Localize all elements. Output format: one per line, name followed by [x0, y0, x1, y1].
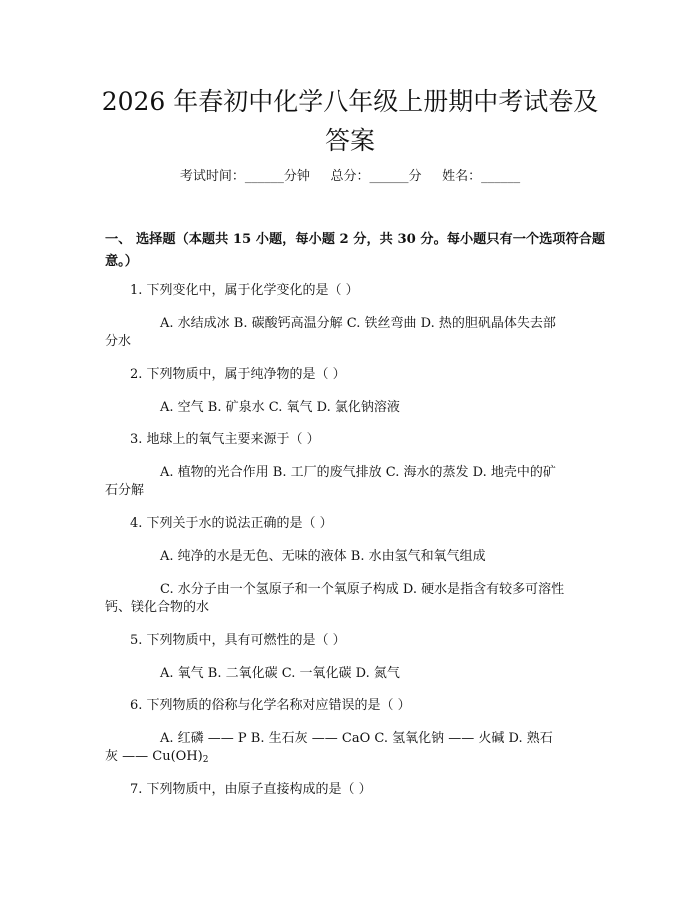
- question-7: 7. 下列物质中，由原子直接构成的是（ ）: [130, 782, 372, 797]
- question-3: 3. 地球上的氧气主要来源于（ ）: [130, 432, 320, 447]
- question-4: 4. 下列关于水的说法正确的是（ ）: [130, 516, 333, 531]
- question-1-options: A. 水结成冰 B. 碳酸钙高温分解 C. 铁丝弯曲 D. 热的胆矾晶体失去部: [160, 316, 556, 331]
- exam-info: 考试时间：______分钟 总分：______分 姓名：______: [179, 169, 521, 184]
- question-5: 5. 下列物质中，具有可燃性的是（ ）: [130, 633, 346, 648]
- page-title: 2026 年春初中化学八年级上册期中考试卷及答案: [101, 87, 599, 155]
- question-1-options-cont: 分水: [105, 334, 132, 349]
- question-6-options: A. 红磷 —— P B. 生石灰 —— CaO C. 氢氧化钠 —— 火碱 D. 熟石: [160, 731, 553, 746]
- question-4-options-cont: 钙、镁化合物的水: [105, 600, 210, 615]
- question-6-options-cont-text: 灰 —— Cu(OH): [105, 749, 203, 764]
- question-6: 6. 下列物质的俗称与化学名称对应错误的是（ ）: [130, 698, 411, 713]
- question-2-options: A. 空气 B. 矿泉水 C. 氧气 D. 氯化钠溶液: [160, 400, 400, 415]
- section-heading: 一、 选择题（本题共 15 小题，每小题 2 分，共 30 分。每小题只有一个选项符合题意。）: [105, 232, 606, 269]
- question-4-options-cd: C. 水分子由一个氢原子和一个氧原子构成 D. 硬水是指含有较多可溶性: [160, 582, 565, 597]
- question-2: 2. 下列物质中，属于纯净物的是（ ）: [130, 367, 346, 382]
- question-3-options: A. 植物的光合作用 B. 工厂的废气排放 C. 海水的蒸发 D. 地壳中的矿: [160, 465, 556, 480]
- question-4-options-ab: A. 纯净的水是无色、无味的液体 B. 水由氢气和氧气组成: [160, 549, 486, 564]
- question-1: 1. 下列变化中，属于化学变化的是（ ）: [130, 283, 359, 298]
- question-6-options-cont: [105, 748, 208, 769]
- question-3-options-cont: 石分解: [105, 483, 145, 498]
- question-5-options: A. 氧气 B. 二氧化碳 C. 一氧化碳 D. 氮气: [160, 666, 400, 681]
- subscript: 2: [202, 755, 209, 765]
